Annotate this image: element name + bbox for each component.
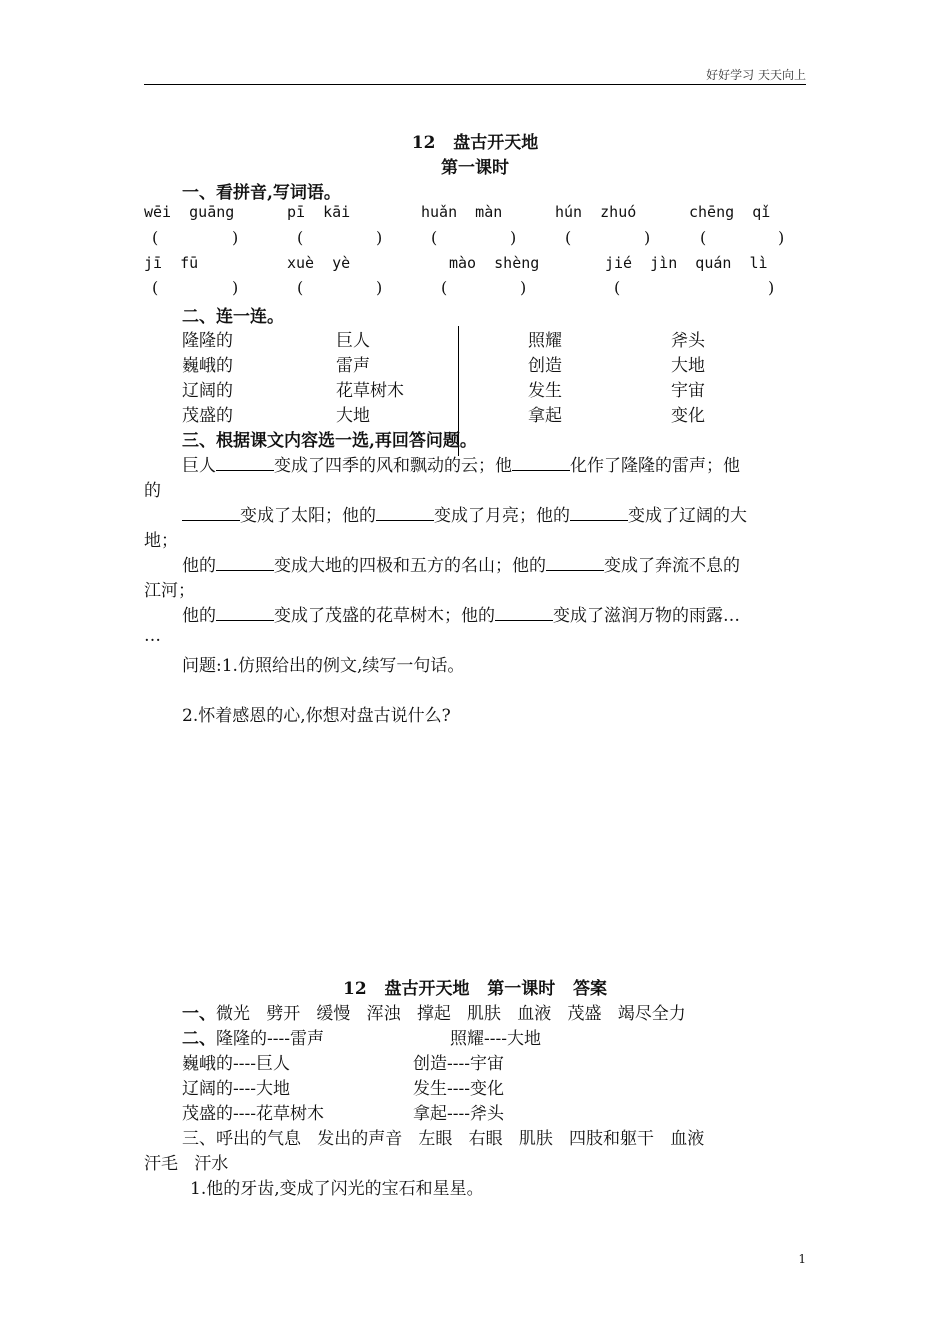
header-rule xyxy=(144,84,806,85)
passage-line xyxy=(182,451,740,476)
answer-box-close: ) xyxy=(520,278,527,297)
answer-box-open: ( xyxy=(152,278,159,297)
match-word: 拿起 xyxy=(528,406,562,426)
answer-text: 汗毛 汗水 xyxy=(144,1154,229,1174)
question-2: 2.怀着感恩的心,你想对盘古说什么? xyxy=(182,706,451,726)
match-word: 花草树木 xyxy=(336,381,404,401)
passage-text: 的 xyxy=(144,481,161,501)
answer-box-close: ) xyxy=(510,228,517,247)
fill-blank[interactable] xyxy=(376,504,434,521)
match-word: 辽阔的 xyxy=(182,381,233,401)
pinyin-item: wēi guāng xyxy=(144,203,235,221)
match-word: 宇宙 xyxy=(671,381,705,401)
match-word: 茂盛的 xyxy=(182,406,233,426)
match-word: 巨人 xyxy=(336,331,370,351)
answer-box-open: ( xyxy=(297,228,304,247)
section2-heading: 二、连一连。 xyxy=(182,307,284,327)
pinyin-item: hún zhuó xyxy=(555,203,637,221)
answer-text: 辽阔的----大地 xyxy=(182,1079,290,1099)
match-word: 隆隆的 xyxy=(182,331,233,351)
fill-blank[interactable] xyxy=(216,604,274,621)
answers-title: 12 盘古开天地 第一课时 答案 xyxy=(343,979,607,999)
lesson-title: 12 盘古开天地 xyxy=(411,133,539,153)
match-word: 创造 xyxy=(528,356,562,376)
fill-blank[interactable] xyxy=(546,554,604,571)
fill-blank[interactable] xyxy=(182,504,240,521)
answer-text: 1.他的牙齿,变成了闪光的宝石和星星。 xyxy=(190,1179,484,1199)
passage-text: 他的 xyxy=(182,606,216,626)
match-word: 大地 xyxy=(671,356,705,376)
passage-text: 变成了四季的风和飘动的云；他 xyxy=(274,456,512,476)
match-word: 巍峨的 xyxy=(182,356,233,376)
passage-text: 变成了滋润万物的雨露… xyxy=(553,606,740,626)
passage-text: 变成了辽阔的大 xyxy=(628,506,747,526)
answer-label: 一、 xyxy=(182,1004,216,1024)
answer-text: 拿起----斧头 xyxy=(413,1104,504,1124)
match-word: 雷声 xyxy=(336,356,370,376)
answer-line xyxy=(182,999,686,1024)
answer-box-open: ( xyxy=(297,278,304,297)
page-number: 1 xyxy=(798,1252,806,1266)
answer-text: 发生----变化 xyxy=(413,1079,504,1099)
answer-box-open: ( xyxy=(700,228,707,247)
passage-text: 变成了太阳；他的 xyxy=(240,506,376,526)
fill-blank[interactable] xyxy=(216,454,274,471)
passage-text: 地； xyxy=(144,531,178,551)
passage-line xyxy=(182,601,740,626)
answer-box-open: ( xyxy=(565,228,572,247)
answer-box-close: ) xyxy=(232,278,239,297)
passage-text: 变成了茂盛的花草树木；他的 xyxy=(274,606,495,626)
header-text: 好好学习 天天向上 xyxy=(706,68,806,82)
pinyin-item: jī fū xyxy=(144,254,199,272)
passage-text: 巨人 xyxy=(182,456,216,476)
passage-text: 他的 xyxy=(182,556,216,576)
passage-line xyxy=(182,501,747,526)
answer-box-close: ) xyxy=(644,228,651,247)
match-word: 大地 xyxy=(336,406,370,426)
answer-box-open: ( xyxy=(152,228,159,247)
match-word: 斧头 xyxy=(671,331,705,351)
pinyin-item: xuè yè xyxy=(287,254,351,272)
fill-blank[interactable] xyxy=(495,604,553,621)
question-1: 问题:1.仿照给出的例文,续写一句话。 xyxy=(182,656,465,676)
passage-text: 变成了月亮；他的 xyxy=(434,506,570,526)
answer-label: 二、 xyxy=(182,1029,216,1049)
answer-box-close: ) xyxy=(376,278,383,297)
match-word: 变化 xyxy=(671,406,705,426)
answer-text: 巍峨的----巨人 xyxy=(182,1054,290,1074)
answer-box-open: ( xyxy=(431,228,438,247)
answer-box-close: ) xyxy=(778,228,785,247)
answer-line xyxy=(182,1024,324,1049)
match-word: 照耀 xyxy=(528,331,562,351)
answer-text: 三、呼出的气息 发出的声音 左眼 右眼 肌肤 四肢和躯干 血液 xyxy=(182,1129,705,1149)
pinyin-item: pī kāi xyxy=(287,203,351,221)
match-word: 发生 xyxy=(528,381,562,401)
answer-text: 创造----宇宙 xyxy=(413,1054,504,1074)
answer-text: 微光 劈开 缓慢 浑浊 撑起 肌肤 血液 茂盛 竭尽全力 xyxy=(216,1004,686,1024)
answer-box-open: ( xyxy=(614,278,621,297)
answer-text: 照耀----大地 xyxy=(450,1029,541,1049)
answer-box-open: ( xyxy=(441,278,448,297)
passage-text: 变成了奔流不息的 xyxy=(604,556,740,576)
passage-line xyxy=(182,551,740,576)
section3-heading: 三、根据课文内容选一选,再回答问题。 xyxy=(182,431,477,451)
passage-text: … xyxy=(144,626,161,646)
passage-text: 化作了隆隆的雷声；他 xyxy=(570,456,740,476)
lesson-subtitle: 第一课时 xyxy=(441,158,509,178)
fill-blank[interactable] xyxy=(512,454,570,471)
answer-text: 隆隆的----雷声 xyxy=(216,1029,324,1049)
pinyin-item: chēng qǐ xyxy=(689,203,771,221)
fill-blank[interactable] xyxy=(216,554,274,571)
answer-box-close: ) xyxy=(376,228,383,247)
passage-text: 江河； xyxy=(144,581,195,601)
section1-heading: 一、看拼音,写词语。 xyxy=(182,183,341,203)
answer-box-close: ) xyxy=(232,228,239,247)
pinyin-item: huǎn màn xyxy=(421,203,503,221)
answer-text: 茂盛的----花草树木 xyxy=(182,1104,324,1124)
answer-box-close: ) xyxy=(768,278,775,297)
pinyin-item: jié jìn quán lì xyxy=(605,254,768,272)
fill-blank[interactable] xyxy=(570,504,628,521)
passage-text: 变成大地的四极和五方的名山；他的 xyxy=(274,556,546,576)
pinyin-item: mào shèng xyxy=(449,254,540,272)
